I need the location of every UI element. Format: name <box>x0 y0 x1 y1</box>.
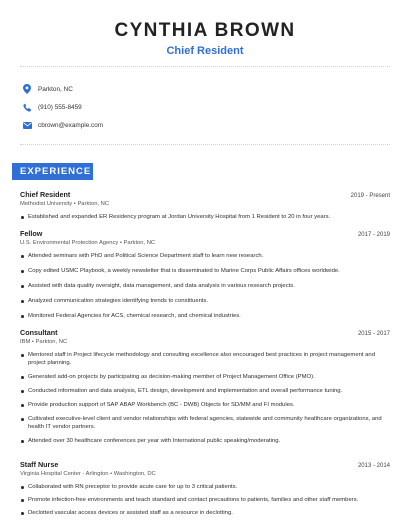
experience-section-heading: EXPERIENCE <box>12 163 93 180</box>
bullet-item: Promote infection-free environments and teach standard and contact precautions to patients, families and other staff members. <box>20 496 390 504</box>
job-title: Staff Nurse <box>20 460 59 469</box>
candidate-name: CYNTHIA BROWN <box>114 20 296 41</box>
bullet-item: Generated add-on projects by participating as decision-making member of Project Management Office (PMO). <box>20 373 390 381</box>
header-divider <box>20 66 390 67</box>
contact-location <box>20 80 390 98</box>
bullet-item: Declotted vascular access devices or assisted staff as a resource in declotting. <box>20 509 390 517</box>
bullet-item: Attended over 30 healthcare conferences per year with International public speaking/moderating. <box>20 437 390 445</box>
email-icon <box>20 118 34 132</box>
job-dates: 2015 - 2017 <box>357 331 390 337</box>
job-entry <box>20 460 390 517</box>
job-title: Fellow <box>20 229 43 238</box>
job-bullets <box>20 213 390 221</box>
bullet-item: Attended seminars with PhD and Political Science Department staff to learn new research. <box>20 252 390 260</box>
bullet-item: Cultivated executive-level client and vendor relationships with federal agencies, statewide and community healthcare organizations, and health IT vendor partners. <box>20 415 390 431</box>
job-bullets <box>20 351 390 445</box>
contact-phone <box>20 98 390 116</box>
bullet-item: Provide production support of SAP ABAP Workbench (BC - DWB) Objects for SD/MM and FI modules. <box>20 401 390 409</box>
phone-icon <box>20 100 34 114</box>
job-title: Consultant <box>20 328 58 337</box>
job-entry <box>20 229 390 320</box>
job-entry <box>20 328 390 445</box>
contact-list <box>20 80 390 134</box>
job-organization: Methodist University • Parkton, NC <box>20 201 110 207</box>
job-title: Chief Resident <box>20 190 71 199</box>
job-organization: IBM • Parkton, NC <box>20 339 68 345</box>
bullet-item: Monitored Federal Agencies for ACS, chemical research, and chemical industries. <box>20 312 390 320</box>
contact-divider <box>20 144 390 145</box>
job-dates: 2013 - 2014 <box>357 463 390 469</box>
bullet-item: Assisted with data quality oversight, data management, and data analysis in various research projects. <box>20 282 390 290</box>
bullet-item: Analyzed communication strategies identifying trends to constituents. <box>20 297 390 305</box>
bullet-item: Established and expanded ER Residency program at Jordan University Hospital from 1 Resident to 20 in four years. <box>20 213 390 221</box>
job-entry <box>20 190 390 221</box>
job-organization: U.S. Environmental Protection Agency • Parkton, NC <box>20 240 156 246</box>
job-dates: 2019 - Present <box>350 193 390 199</box>
contact-email <box>20 116 390 134</box>
bullet-item: Mentored staff in Project lifecycle methodology and consulting excellence also encouraged best practices in project management and project planning. <box>20 351 390 367</box>
job-organization: Virginia Hospital Center - Arlington • Washington, DC <box>20 471 156 477</box>
bullet-item: Conducted information and data analysis, ETL design, development and implementation and overall performance tuning. <box>20 387 390 395</box>
bullet-item: Collaborated with RN preceptor to provide acute care for up to 3 critical patients. <box>20 483 390 491</box>
bullet-item: Copy edited USMC Playbook, a weekly newsletter that is disseminated to Marine Corps Public Affairs offices worldwide. <box>20 267 390 275</box>
resume-header <box>0 0 410 58</box>
location-pin-icon <box>20 82 34 96</box>
phone-text[interactable]: (910) 555-8459 <box>38 103 82 111</box>
email-text[interactable]: cbrown@example.com <box>38 121 104 129</box>
job-dates: 2017 - 2019 <box>357 232 390 238</box>
job-bullets <box>20 252 390 320</box>
job-bullets <box>20 483 390 517</box>
location-text: Parkton, NC <box>38 85 73 93</box>
candidate-role: Chief Resident <box>166 45 244 57</box>
